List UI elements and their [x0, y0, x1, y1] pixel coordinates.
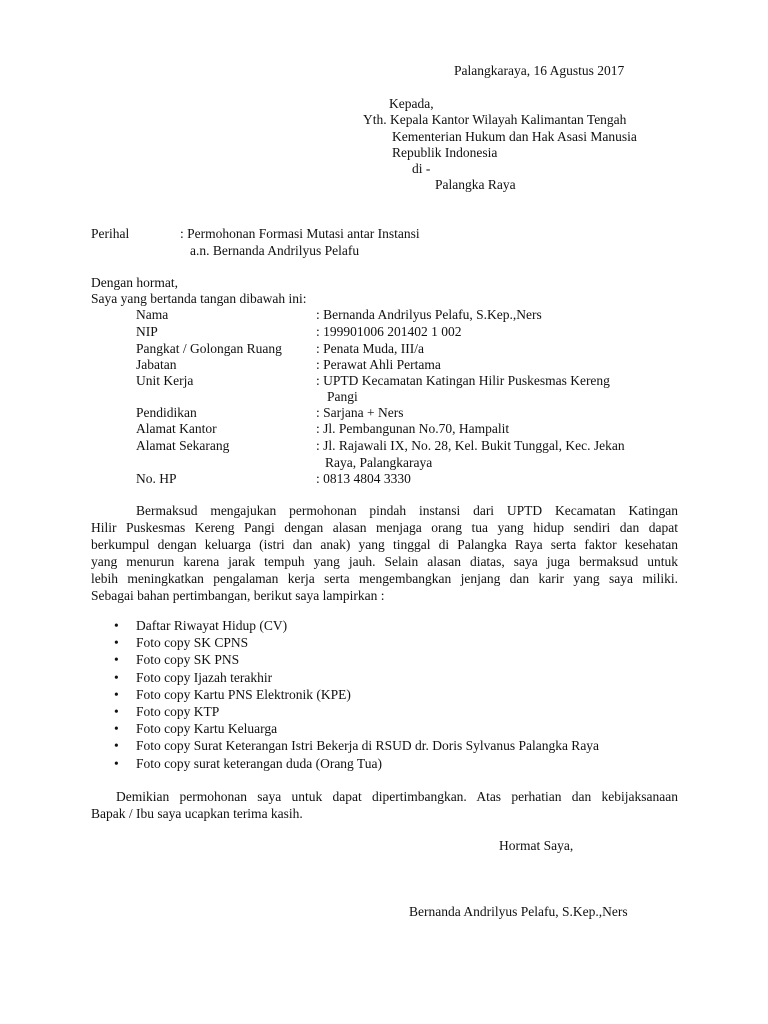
attachment-label: Daftar Riwayat Hidup (CV)	[136, 618, 288, 633]
subject-line-1: : Permohonan Formasi Mutasi antar Instansi	[180, 226, 420, 241]
field-label: Pendidikan	[136, 405, 197, 420]
bullet-icon: •	[114, 652, 119, 668]
field-row	[136, 404, 696, 421]
body-paragraph	[91, 502, 678, 604]
field-row	[136, 420, 696, 437]
recipient-line-1: Yth. Kepala Kantor Wilayah Kalimantan Tengah	[363, 112, 627, 127]
paragraph-line: lebih meningkatkan pengalaman kerja serta mengembangkan jenjang dan karir yang saya miliki.	[91, 571, 678, 586]
subject-line-2: a.n. Bernanda Andrilyus Pelafu	[190, 243, 360, 258]
field-label: NIP	[136, 324, 158, 339]
bullet-icon: •	[114, 703, 119, 719]
bullet-icon: •	[114, 755, 119, 771]
paragraph-line: berkumpul dengan keluarga (istri dan anak) yang tinggal di Palangka Raya serta faktor kesehatan	[91, 537, 678, 552]
recipient-kepada: Kepada,	[389, 96, 434, 111]
field-row	[136, 323, 696, 340]
field-label: Unit Kerja	[136, 373, 194, 388]
list-item	[113, 755, 599, 772]
field-value: : Jl. Rajawali IX, No. 28, Kel. Bukit Tunggal, Kec. Jekan	[316, 438, 625, 453]
list-item	[113, 737, 599, 754]
field-value-continuation: Raya, Palangkaraya	[325, 455, 433, 470]
field-label: No. HP	[136, 471, 177, 486]
attachment-label: Foto copy SK CPNS	[136, 635, 249, 651]
field-value: : Bernanda Andrilyus Pelafu, S.Kep.,Ners	[316, 307, 542, 322]
attachment-label: Foto copy Kartu Keluarga	[136, 721, 278, 737]
signer-name: Bernanda Andrilyus Pelafu, S.Kep.,Ners	[409, 904, 628, 919]
list-item	[113, 634, 599, 651]
field-row	[136, 437, 696, 454]
paragraph-line: Hilir Puskesmas Kereng Pangi dengan alasan menjaga orang tua yang hidup sendiri dan dapat	[91, 520, 678, 535]
field-label: Nama	[136, 307, 169, 322]
list-item	[113, 617, 599, 634]
bullet-icon: •	[114, 635, 119, 651]
attachment-label: Foto copy SK PNS	[136, 652, 240, 668]
letter-date: Palangkaraya, 16 Agustus 2017	[454, 63, 625, 78]
recipient-di: di -	[412, 161, 431, 176]
closing-paragraph	[91, 788, 678, 822]
field-row	[136, 306, 696, 323]
recipient-line-3: Republik Indonesia	[392, 145, 498, 160]
field-label: Jabatan	[136, 357, 177, 372]
paragraph-line: Demikian permohonan saya untuk dapat dipertimbangkan. Atas perhatian dan kebijaksanaan	[116, 789, 678, 804]
field-value-continuation: Pangi	[327, 389, 358, 404]
list-item	[113, 720, 599, 737]
paragraph-line: Bapak / Ibu saya ucapkan terima kasih.	[91, 806, 303, 821]
list-item	[113, 686, 599, 703]
attachment-label: Foto copy surat keterangan duda (Orang Tua)	[136, 755, 382, 771]
field-value: : Jl. Pembangunan No.70, Hampalit	[316, 421, 510, 436]
field-value: : 0813 4804 3330	[316, 471, 411, 486]
bullet-icon: •	[114, 669, 119, 685]
bullet-icon: •	[114, 721, 119, 737]
field-row	[136, 470, 696, 487]
attachment-label: Foto copy KTP	[136, 703, 220, 719]
list-item	[113, 651, 599, 668]
field-row	[136, 356, 696, 373]
subject-label: Perihal	[91, 226, 130, 241]
list-item	[113, 703, 599, 720]
bullet-icon: •	[114, 738, 119, 754]
recipient-line-2: Kementerian Hukum dan Hak Asasi Manusia	[392, 129, 637, 144]
field-label: Alamat Kantor	[136, 421, 217, 436]
field-value: : Perawat Ahli Pertama	[316, 357, 441, 372]
field-label: Pangkat / Golongan Ruang	[136, 341, 282, 356]
field-row	[136, 372, 696, 389]
salutation: Dengan hormat,	[91, 275, 178, 290]
field-label: Alamat Sekarang	[136, 438, 230, 453]
attachments-list	[113, 617, 599, 772]
field-value: : Sarjana + Ners	[316, 405, 404, 420]
attachment-label: Foto copy Surat Keterangan Istri Bekerja di RSUD dr. Doris Sylvanus Palangka Raya	[136, 738, 600, 754]
field-value: : Penata Muda, III/a	[316, 341, 424, 356]
paragraph-line: Sebagai bahan pertimbangan, berikut saya lampirkan :	[91, 588, 385, 603]
attachment-label: Foto copy Ijazah terakhir	[136, 669, 273, 685]
field-value: : 199901006 201402 1 002	[316, 324, 462, 339]
field-row	[136, 340, 696, 357]
field-value: : UPTD Kecamatan Katingan Hilir Puskesmas Kereng	[316, 373, 610, 388]
paragraph-line: Bermaksud mengajukan permohonan pindah instansi dari UPTD Kecamatan Katingan	[136, 503, 678, 518]
intro-text: Saya yang bertanda tangan dibawah ini:	[91, 291, 307, 306]
signoff-text: Hormat Saya,	[499, 838, 574, 853]
bullet-icon: •	[114, 686, 119, 702]
recipient-city: Palangka Raya	[435, 177, 516, 192]
bullet-icon: •	[114, 618, 119, 633]
paragraph-line: yang menurun karena jarak tempuh yang jauh. Selain alasan diatas, saya juga bermaksud untuk	[91, 554, 678, 569]
attachment-label: Foto copy Kartu PNS Elektronik (KPE)	[136, 686, 351, 702]
list-item	[113, 669, 599, 686]
